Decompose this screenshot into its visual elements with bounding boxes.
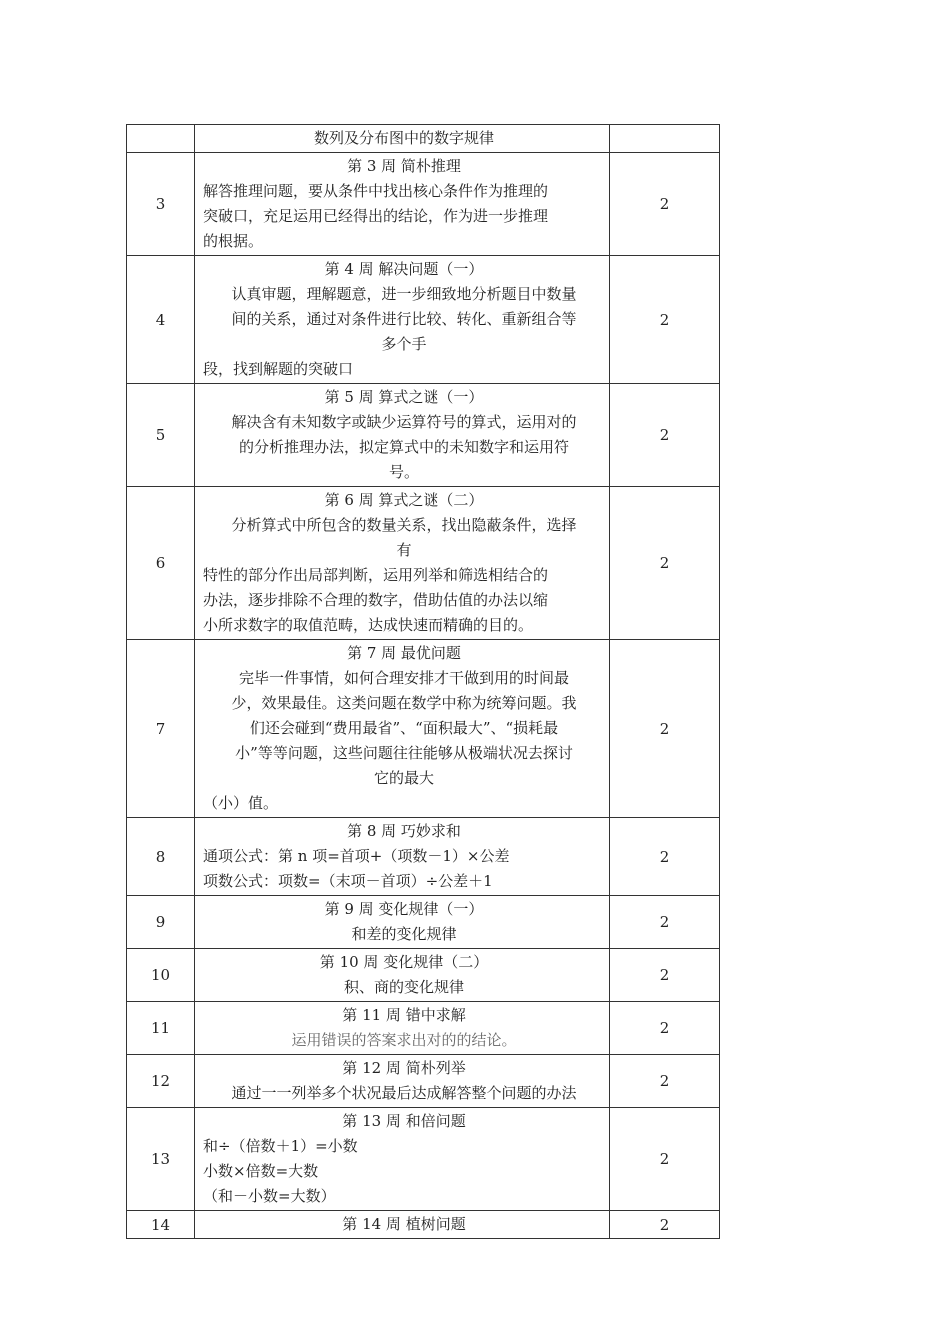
lesson-text-line: 认真审题，理解题意，进一步细致地分析题目中数量 xyxy=(231,285,577,303)
lesson-text-line: 数列及分布图中的数字规律 xyxy=(313,129,494,147)
hours-cell: 2 xyxy=(610,1211,720,1239)
lesson-text-line: 通过一一列举多个状况最后达成解答整个问题的办法 xyxy=(231,1084,577,1102)
lesson-title: 第 13 周 和倍问题 xyxy=(342,1112,466,1130)
lesson-content-cell xyxy=(195,1055,610,1108)
table-row xyxy=(127,640,720,818)
week-number-cell: 3 xyxy=(127,153,195,256)
lesson-text-line: 运用错误的答案求出对的的结论。 xyxy=(291,1031,517,1049)
table-row xyxy=(127,1108,720,1211)
table-row xyxy=(127,1002,720,1055)
hours-cell: 2 xyxy=(610,949,720,1002)
lesson-text-line: （和－小数=大数） xyxy=(203,1187,336,1205)
lesson-content-cell xyxy=(195,384,610,487)
table-row xyxy=(127,125,720,153)
lesson-title: 第 6 周 算式之谜（二） xyxy=(324,491,484,509)
lesson-text-line: 有 xyxy=(396,541,412,559)
hours-cell: 2 xyxy=(610,818,720,896)
lesson-title: 第 9 周 变化规律（一） xyxy=(324,900,484,918)
lesson-text-line: 解答推理问题，要从条件中找出核心条件作为推理的 xyxy=(203,182,549,200)
lesson-text-line: 们还会碰到“费用最省”、“面积最大”、“损耗最 xyxy=(249,719,559,737)
lesson-text-line: 和÷（倍数＋1）=小数 xyxy=(203,1137,358,1155)
lesson-text-line: 和差的变化规律 xyxy=(351,925,457,943)
table-row xyxy=(127,949,720,1002)
week-number-cell: 11 xyxy=(127,1002,195,1055)
lesson-content-cell xyxy=(195,153,610,256)
lesson-title: 第 11 周 错中求解 xyxy=(342,1006,466,1024)
table-row xyxy=(127,153,720,256)
table-row xyxy=(127,256,720,384)
lesson-text-line: 段，找到解题的突破口 xyxy=(203,360,354,378)
lesson-content-cell xyxy=(195,1002,610,1055)
lesson-text-line: 间的关系，通过对条件进行比较、转化、重新组合等 xyxy=(231,310,577,328)
table-row xyxy=(127,1211,720,1239)
hours-cell: 2 xyxy=(610,487,720,640)
lesson-text-line: 少，效果最佳。这类问题在数学中称为统筹问题。我 xyxy=(231,694,577,712)
lesson-content-cell xyxy=(195,818,610,896)
lesson-text-line: 项数公式：项数=（末项－首项）÷公差＋1 xyxy=(203,872,493,890)
week-number-cell xyxy=(127,125,195,153)
lesson-text-line: 小数×倍数=大数 xyxy=(203,1162,319,1180)
week-number-cell: 7 xyxy=(127,640,195,818)
week-number-cell: 14 xyxy=(127,1211,195,1239)
table-body xyxy=(127,125,720,1239)
table-row xyxy=(127,487,720,640)
lesson-text-line: 的根据。 xyxy=(203,232,264,250)
course-schedule-table xyxy=(126,124,720,1239)
week-number-cell: 12 xyxy=(127,1055,195,1108)
lesson-title: 第 12 周 简朴列举 xyxy=(342,1059,466,1077)
lesson-text-line: 的分析推理办法，拟定算式中的未知数字和运用符 xyxy=(238,438,569,456)
lesson-text-line: 第 14 周 植树问题 xyxy=(342,1215,466,1233)
week-number-cell: 8 xyxy=(127,818,195,896)
table-row xyxy=(127,896,720,949)
lesson-text-line: 分析算式中所包含的数量关系，找出隐蔽条件，选择 xyxy=(231,516,577,534)
hours-cell: 2 xyxy=(610,896,720,949)
lesson-text-line: 它的最大 xyxy=(373,769,434,787)
lesson-text-line: 完毕一件事情，如何合理安排才干做到用的时间最 xyxy=(238,669,569,687)
lesson-content-cell xyxy=(195,896,610,949)
lesson-content-cell xyxy=(195,487,610,640)
hours-cell: 2 xyxy=(610,153,720,256)
lesson-title: 第 7 周 最优问题 xyxy=(347,644,461,662)
table-row xyxy=(127,818,720,896)
lesson-text-line: 特性的部分作出局部判断，运用列举和筛选相结合的 xyxy=(203,566,549,584)
hours-cell xyxy=(610,125,720,153)
lesson-text-line: 积、商的变化规律 xyxy=(343,978,464,996)
lesson-content-cell xyxy=(195,949,610,1002)
lesson-content-cell xyxy=(195,256,610,384)
table-row xyxy=(127,384,720,487)
week-number-cell: 6 xyxy=(127,487,195,640)
week-number-cell: 13 xyxy=(127,1108,195,1211)
week-number-cell: 10 xyxy=(127,949,195,1002)
lesson-content-cell xyxy=(195,640,610,818)
lesson-title: 第 10 周 变化规律（二） xyxy=(319,953,489,971)
week-number-cell: 4 xyxy=(127,256,195,384)
lesson-text-line: 办法，逐步排除不合理的数字，借助估值的办法以缩 xyxy=(203,591,549,609)
lesson-text-line: 多个手 xyxy=(381,335,427,353)
lesson-text-line: 号。 xyxy=(388,463,419,481)
lesson-content-cell xyxy=(195,1211,610,1239)
week-number-cell: 5 xyxy=(127,384,195,487)
hours-cell: 2 xyxy=(610,1002,720,1055)
table-row xyxy=(127,1055,720,1108)
lesson-title: 第 4 周 解决问题（一） xyxy=(324,260,484,278)
lesson-text-line: 解决含有未知数字或缺少运算符号的算式，运用对的 xyxy=(231,413,577,431)
lesson-content-cell xyxy=(195,125,610,153)
hours-cell: 2 xyxy=(610,640,720,818)
hours-cell: 2 xyxy=(610,1108,720,1211)
lesson-text-line: 通项公式：第 n 项=首项+（项数－1）×公差 xyxy=(203,847,510,865)
lesson-text-line: 小所求数字的取值范畴，达成快速而精确的目的。 xyxy=(203,616,534,634)
lesson-text-line: 小”等等问题，这些问题往往能够从极端状况去探讨 xyxy=(235,744,573,762)
lesson-title: 第 8 周 巧妙求和 xyxy=(347,822,461,840)
lesson-text-line: 突破口，充足运用已经得出的结论，作为进一步推理 xyxy=(203,207,549,225)
hours-cell: 2 xyxy=(610,256,720,384)
lesson-title: 第 5 周 算式之谜（一） xyxy=(324,388,484,406)
lesson-content-cell xyxy=(195,1108,610,1211)
hours-cell: 2 xyxy=(610,384,720,487)
lesson-text-line: （小）值。 xyxy=(203,794,279,812)
lesson-title: 第 3 周 简朴推理 xyxy=(347,157,461,175)
week-number-cell: 9 xyxy=(127,896,195,949)
hours-cell: 2 xyxy=(610,1055,720,1108)
